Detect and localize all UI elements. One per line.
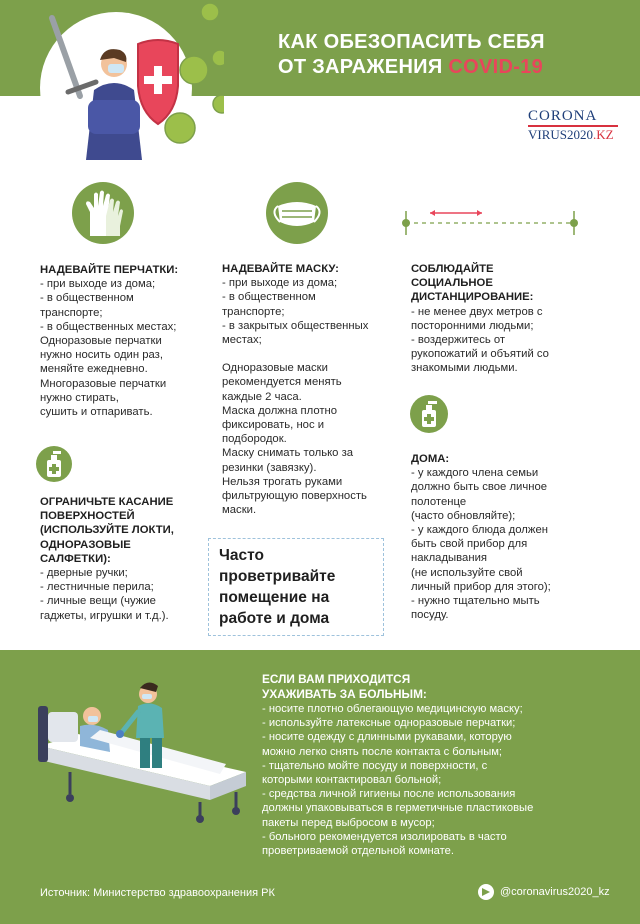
- mask-note: рекомендуется менять: [222, 376, 342, 389]
- gloves-note: Многоразовые перчатки: [40, 377, 167, 390]
- care-item: - средства личной гигиены после использования: [262, 788, 516, 801]
- mask-item: - в общественном: [222, 291, 316, 304]
- home-item: - у каждого члена семьи: [411, 467, 539, 480]
- patient-care-illustration: [30, 676, 258, 826]
- title-line-2: [278, 55, 545, 80]
- mask-note: маски.: [222, 504, 257, 517]
- distance-item: - не менее двух метров с: [411, 305, 543, 318]
- care-heading: ЕСЛИ ВАМ ПРИХОДИТСЯ: [262, 672, 411, 686]
- care-item: - используйте латексные одноразовые перчатки;: [262, 717, 516, 730]
- gloves-item: - в общественном: [40, 292, 134, 305]
- home-item: накладывания: [411, 552, 488, 565]
- gloves-section: [40, 263, 200, 419]
- ventilate-line: помещение на: [219, 589, 330, 606]
- care-item: можно легко снять после контакта с больным;: [262, 745, 503, 758]
- ventilate-line: работе и дома: [219, 610, 330, 627]
- distance-heading: СОБЛЮДАЙТЕ: [411, 263, 494, 275]
- home-item: быть свой прибор для: [411, 538, 528, 551]
- care-heading: УХАЖИВАТЬ ЗА БОЛЬНЫМ:: [262, 687, 427, 701]
- mask-item: местах;: [222, 334, 262, 347]
- surfaces-section: [40, 495, 205, 623]
- surfaces-heading: ПОВЕРХНОСТЕЙ: [40, 510, 135, 523]
- logo-line-1: CORONA: [528, 108, 598, 124]
- home-item: (часто обновляйте);: [411, 509, 516, 522]
- surfaces-item: - личные вещи (чужие: [40, 595, 156, 608]
- social-distance-icon: [400, 205, 580, 241]
- mask-note: Маску снимать только за: [222, 447, 354, 460]
- gloves-note: нужно носить один раз,: [40, 349, 163, 362]
- mask-note: Маска должна плотно: [222, 404, 338, 417]
- ventilate-line: проветривайте: [219, 568, 336, 585]
- mask-note: подбородок.: [222, 433, 287, 446]
- gloves-note: сушить и отпаривать.: [40, 406, 153, 419]
- surfaces-heading: ОГРАНИЧЬТЕ КАСАНИЕ: [40, 496, 174, 508]
- home-item: полотенце: [411, 495, 467, 508]
- care-item: - носите плотно облегающую медицинскую маску;: [262, 703, 523, 715]
- care-item: - тщательно мойте посуду и поверхности, с: [262, 759, 488, 772]
- distance-item: знакомыми людьми.: [411, 362, 518, 375]
- mask-note: фиксировать, нос и: [222, 419, 325, 432]
- surfaces-heading: САЛФЕТКИ):: [40, 552, 111, 565]
- care-item: которыми контактировал больной;: [262, 774, 442, 787]
- logo-line-2: [528, 127, 632, 143]
- title-covid-highlight: COVID-19: [448, 56, 544, 78]
- surfaces-item: гаджеты, игрушки и т.д.).: [40, 609, 169, 622]
- mask-note: Нельзя трогать руками: [222, 475, 343, 488]
- gloves-note: Одноразовые перчатки: [40, 335, 162, 348]
- mask-note: Одноразовые маски: [222, 362, 328, 375]
- mask-note: каждые 2 часа.: [222, 390, 302, 403]
- telegram-handle[interactable]: @coronavirus2020_kz: [500, 886, 610, 898]
- care-section: [262, 672, 634, 858]
- distance-heading: СОЦИАЛЬНОЕ: [411, 277, 493, 290]
- telegram-link[interactable]: [478, 884, 610, 900]
- coronavirus-kz-logo: [528, 108, 632, 143]
- hero-illustration: [34, 0, 224, 166]
- distance-item: посторонними людьми;: [411, 319, 534, 332]
- gloves-note: меняйте ежедневно.: [40, 363, 148, 376]
- ventilate-callout: [208, 538, 384, 636]
- surfaces-heading: (ИСПОЛЬЗУЙТЕ ЛОКТИ,: [40, 524, 174, 537]
- telegram-icon: [478, 884, 494, 900]
- mask-item: - при выходе из дома;: [222, 277, 338, 290]
- surfaces-item: - лестничные перила;: [40, 581, 154, 594]
- source-citation: Источник: Министерство здравоохранения РК: [40, 887, 275, 899]
- mask-heading: НАДЕВАЙТЕ МАСКУ:: [222, 263, 339, 275]
- mask-icon: [266, 182, 328, 244]
- care-item: - больного рекомендуется изолировать в часто: [262, 830, 507, 843]
- home-item: личный прибор для этого);: [411, 580, 551, 593]
- title-line-1: КАК ОБЕЗОПАСИТЬ СЕБЯ: [278, 31, 545, 53]
- title-line-2-prefix: ОТ ЗАРАЖЕНИЯ: [278, 56, 449, 78]
- page-title: [278, 30, 545, 80]
- gloves-heading: НАДЕВАЙТЕ ПЕРЧАТКИ:: [40, 264, 179, 276]
- care-item: пакеты перед выбросом в мусор;: [262, 816, 435, 829]
- care-item: проветриваемой отдельной комнате.: [262, 845, 454, 858]
- gloves-item: - при выходе из дома;: [40, 278, 156, 291]
- mask-item: транспорте;: [222, 305, 285, 318]
- home-item: посуду.: [411, 609, 449, 622]
- logo-suffix: .KZ: [593, 127, 614, 142]
- surfaces-heading: ОДНОРАЗОВЫЕ: [40, 538, 131, 551]
- logo-text: VIRUS2020: [528, 127, 594, 142]
- home-item: должно быть свое личное: [411, 481, 548, 494]
- care-item: - носите одежду с длинными рукавами, которую: [262, 731, 512, 744]
- care-item: должны упаковываться в герметичные пластиковые: [262, 802, 534, 815]
- mask-section: [222, 262, 398, 517]
- home-item: - у каждого блюда должен: [411, 524, 548, 537]
- hand-sanitizer-icon: [410, 395, 448, 433]
- gloves-item: транспорте;: [40, 306, 103, 319]
- gloves-item: - в общественных местах;: [40, 320, 177, 333]
- distance-item: рукопожатий и объятий со: [411, 348, 549, 361]
- home-heading: ДОМА:: [411, 453, 450, 465]
- gloves-note: нужно стирать,: [40, 391, 119, 404]
- gloves-icon: [72, 182, 134, 244]
- home-item: (не используйте свой: [411, 566, 523, 579]
- distance-section: [411, 262, 587, 376]
- home-section: [411, 452, 587, 622]
- sanitizer-icon: [36, 446, 72, 482]
- mask-item: - в закрытых общественных: [222, 319, 369, 332]
- ventilate-line: Часто: [219, 547, 264, 564]
- mask-note: фильтрующую поверхность: [222, 490, 367, 503]
- distance-item: - воздержитесь от: [411, 334, 506, 347]
- distance-heading: ДИСТАНЦИРОВАНИЕ:: [411, 291, 534, 304]
- surfaces-item: - дверные ручки;: [40, 567, 128, 580]
- home-item: - нужно тщательно мыть: [411, 595, 540, 608]
- mask-note: резинки (завязку).: [222, 461, 317, 474]
